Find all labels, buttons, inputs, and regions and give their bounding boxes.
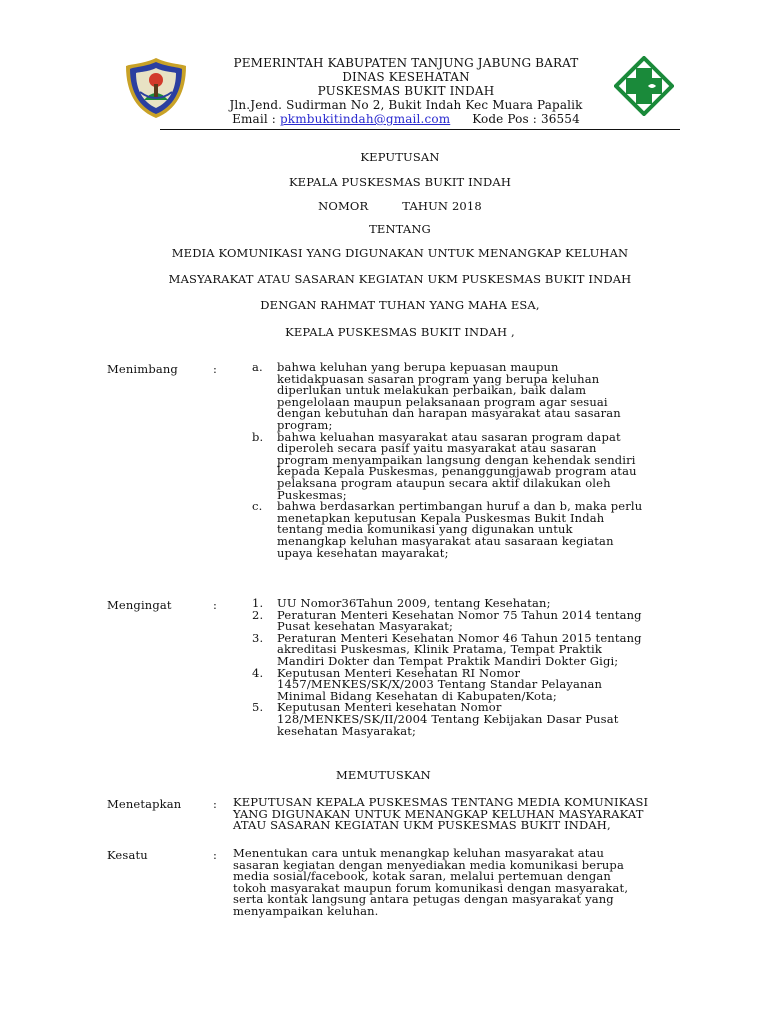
menetapkan-line: YANG DIGUNAKAN UNTUK MENANGKAP KELUHAN MASYARAKAT <box>233 806 644 821</box>
menimbang-item <box>252 501 698 559</box>
menetapkan-line: KEPUTUSAN KEPALA PUSKESMAS TENTANG MEDIA KOMUNIKASI <box>233 795 649 809</box>
kesatu-line: Menentukan cara untuk menangkap keluhan masyarakat atau <box>233 846 605 860</box>
item-line: program menyampaikan langsung dengan kehendak sendiri <box>277 452 636 467</box>
kesatu-line: tokoh masyarakat maupun forum komunikasi dengan masyarakat, <box>233 880 629 895</box>
item-line: bahwa keluhan yang berupa kepuasan maupun <box>277 360 559 374</box>
mengingat-list <box>252 598 698 737</box>
kesatu-colon: : <box>213 848 218 862</box>
item-line: bahwa keluahan masyarakat atau sasaran program dapat <box>277 429 621 444</box>
puskesmas-name: PUSKESMAS BUKIT INDAH <box>317 84 495 98</box>
memutuskan-heading: MEMUTUSKAN <box>336 768 431 782</box>
decree-issuer: KEPALA PUSKESMAS BUKIT INDAH <box>288 175 512 189</box>
item-line: akreditasi Puskesmas, Klinik Pratama, Tempat Praktik <box>277 642 602 657</box>
item-line: upaya kesehatan mayarakat; <box>277 545 449 560</box>
item-line: kesehatan Masyarakat; <box>277 723 416 738</box>
menetapkan-line: ATAU SASARAN KEGIATAN UKM PUSKESMAS BUKIT INDAH, <box>233 818 611 833</box>
menetapkan-colon: : <box>213 797 218 811</box>
menetapkan-label: Menetapkan <box>107 797 182 811</box>
letterhead <box>196 56 616 126</box>
item-marker: c. <box>252 499 263 514</box>
item-line: diperoleh secara pasif yaitu masyarakat atau sasaran <box>277 441 597 456</box>
item-line: 1457/MENKES/SK/X/2003 Tentang Standar Pelayanan <box>277 677 603 692</box>
menimbang-label: Menimbang <box>107 362 178 376</box>
item-line: UU Nomor36Tahun 2009, tentang Kesehatan; <box>277 596 551 610</box>
item-line: dengan kebutuhan dan harapan masyarakat atau sasaran <box>277 406 621 421</box>
item-marker: 2. <box>252 607 264 622</box>
menetapkan-text <box>233 797 698 832</box>
government-name: PEMERINTAH KABUPATEN TANJUNG JABUNG BARAT <box>233 56 579 70</box>
item-line: Peraturan Menteri Kesehatan Nomor 46 Tahun 2015 tentang <box>277 630 642 645</box>
item-line: Keputusan Menteri Kesehatan RI Nomor <box>277 665 521 680</box>
item-line: Minimal Bidang Kesehatan di Kabupaten/Kota; <box>277 688 557 703</box>
mengingat-label: Mengingat <box>107 598 172 612</box>
subject-line-2: MASYARAKAT ATAU SASARAN KEGIATAN UKM PUSKESMAS BUKIT INDAH <box>168 272 632 286</box>
menimbang-colon: : <box>213 362 218 376</box>
item-marker: b. <box>252 429 264 444</box>
item-marker: 3. <box>252 630 264 645</box>
item-line: tentang media komunikasi yang digunakan untuk <box>277 522 573 537</box>
health-cross-logo <box>614 56 674 116</box>
nomor-label: NOMOR <box>318 199 369 213</box>
tahun-label: TAHUN 2018 <box>402 199 482 213</box>
item-line: program; <box>277 417 333 432</box>
item-line: Peraturan Menteri Kesehatan Nomor 75 Tahun 2014 tentang <box>277 607 642 622</box>
email-label: Email : <box>232 112 280 126</box>
kesatu-line: menyampaikan keluhan. <box>233 903 379 918</box>
item-marker: 4. <box>252 665 264 680</box>
item-line: kepada Kepala Puskesmas, penanggungjawab program atau <box>277 464 637 479</box>
kesatu-line: media sosial/facebook, kotak saran, melalui pertemuan dengan <box>233 869 611 884</box>
item-line: ketidakpuasan sasaran program yang berupa keluhan <box>277 371 600 386</box>
mengingat-item <box>252 630 698 668</box>
contact-line <box>196 112 616 126</box>
regency-emblem-logo <box>124 56 188 120</box>
item-marker: a. <box>252 360 263 374</box>
item-line: Pusat kesehatan Masyarakat; <box>277 619 454 634</box>
item-line: menangkap keluhan masyarakat atau sasaraan kegiatan <box>277 533 614 548</box>
decree-number <box>100 199 700 213</box>
item-line: diperlukan untuk melakukan perbaikan, baik dalam <box>277 383 587 398</box>
item-marker: 1. <box>252 596 264 610</box>
subject-line-1: MEDIA KOMUNIKASI YANG DIGUNAKAN UNTUK MENANGKAP KELUHAN <box>171 246 629 260</box>
item-line: Mandiri Dokter dan Tempat Praktik Mandiri Dokter Gigi; <box>277 653 619 668</box>
item-marker: 5. <box>252 700 264 715</box>
tentang-heading: TENTANG <box>369 222 431 236</box>
kesatu-text <box>233 848 698 918</box>
decree-heading: KEPUTUSAN <box>360 150 440 164</box>
issuer-line: KEPALA PUSKESMAS BUKIT INDAH , <box>285 325 515 339</box>
address: Jln.Jend. Sudirman No 2, Bukit Indah Kec Muara Papalik <box>229 98 583 112</box>
item-line: pelaksana program ataupun secara aktif dilakukan oleh <box>277 475 611 490</box>
item-line: pengelolaan maupun pelaksanaan program agar sesuai <box>277 394 608 409</box>
mengingat-item <box>252 607 698 634</box>
mengingat-colon: : <box>213 598 218 612</box>
kesatu-label: Kesatu <box>107 848 148 862</box>
kesatu-line: sasaran kegiatan dengan menyediakan media komunikasi berupa <box>233 857 624 872</box>
menimbang-item <box>252 429 698 502</box>
item-line: Keputusan Menteri kesehatan Nomor <box>277 700 502 715</box>
header-divider <box>160 129 680 130</box>
item-line: menetapkan keputusan Kepala Puskesmas Bukit Indah <box>277 510 605 525</box>
item-line: 128/MENKES/SK/II/2004 Tentang Kebijakan Dasar Pusat <box>277 711 619 726</box>
agency-name: DINAS KESEHATAN <box>342 70 470 84</box>
menimbang-list <box>252 362 698 559</box>
mengingat-item <box>252 702 698 737</box>
kesatu-line: serta kontak langsung antara petugas dengan masyarakat yang <box>233 892 614 907</box>
invocation: DENGAN RAHMAT TUHAN YANG MAHA ESA, <box>260 298 540 312</box>
item-line: bahwa berdasarkan pertimbangan huruf a dan b, maka perlu <box>277 499 643 514</box>
menimbang-item <box>252 362 698 432</box>
item-line: Puskesmas; <box>277 487 347 502</box>
email-link[interactable]: pkmbukitindah@gmail.com <box>279 112 451 126</box>
postal-code: Kode Pos : 36554 <box>472 112 580 126</box>
mengingat-item <box>252 665 698 703</box>
